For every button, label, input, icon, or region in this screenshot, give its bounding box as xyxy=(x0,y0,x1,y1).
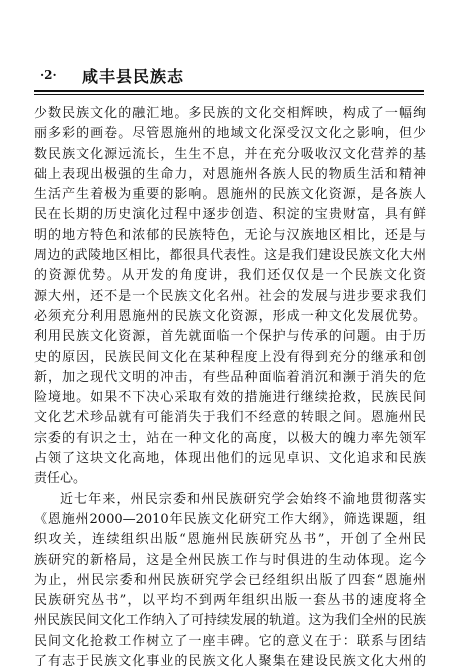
text-line: 史的原因，民族民间文化在某种程度上没有得到充分的继承和创 xyxy=(34,349,426,365)
text-line: 源大州，还不是一个民族文化名州。社会的发展与进步要求我们 xyxy=(34,288,426,304)
text-line: 民族研究丛书”，以平均不到两年组织出版一套丛书的速度将全 xyxy=(34,593,426,609)
text-line: 族研究的新格局，这是全州民族工作与时俱进的生动体现。迄今 xyxy=(34,552,426,568)
body-text xyxy=(34,104,426,672)
text-line: 周边的武陵地区相比，都很具代表性。这是我们建设民族文化大州 xyxy=(34,248,426,264)
text-line: 民在长期的历史演化过程中逐步创造、积淀的宝贵财富，具有鲜 xyxy=(34,207,426,223)
text-line: 织攻关，连续组织出版“恩施州民族研究丛书”，开创了全州民 xyxy=(34,532,426,548)
text-line: 为止，州民宗委和州民族研究学会已经组织出版了四套“恩施州 xyxy=(34,572,426,588)
page-number: ·2· xyxy=(40,68,57,82)
paragraph-start-line: 近七年来，州民宗委和州民族研究学会始终不渝地贯彻落实 xyxy=(60,491,426,507)
text-line: 生活产生着极为重要的影响。恩施州的民族文化资源，是各族人 xyxy=(34,187,426,203)
text-line: 了有志于民族文化事业的民族文化人聚集在建设民族文化大州的 xyxy=(34,654,426,670)
text-line: 数民族文化源远流长，生生不息，并在充分吸收汉文化营养的基 xyxy=(34,146,426,162)
text-line: 险境地。如果不下决心采取有效的措施进行继续抢救，民族民间 xyxy=(34,390,426,406)
header-rule-thick xyxy=(34,90,424,92)
text-line: 占领了这块文化高地，体现出他们的远见卓识、文化追求和民族 xyxy=(34,451,426,467)
text-line: 《恩施州2000—2010年民族文化研究工作大纲》，筛选课题，组 xyxy=(34,511,426,527)
text-line: 明的地方特色和浓郁的民族特色，无论与汉族地区相比，还是与 xyxy=(34,227,426,243)
paragraph-end-line: 责任心。 xyxy=(34,471,87,487)
text-line: 新，加之现代文明的冲击，有些品种面临着消沉和濒于消失的危 xyxy=(34,369,426,385)
text-line: 民间文化抢救工作树立了一座丰碑。它的意义在于：联系与团结 xyxy=(34,633,426,649)
book-title: 咸丰县民族志 xyxy=(82,67,185,86)
running-header xyxy=(34,60,424,86)
header-rule-thin xyxy=(34,94,424,95)
text-line: 少数民族文化的融汇地。多民族的文化交相辉映，构成了一幅绚 xyxy=(34,106,426,121)
text-line: 宗委的有识之士，站在一种文化的高度，以极大的魄力率先领军 xyxy=(34,430,426,446)
text-line: 文化艺术珍品就有可能消失于我们不经意的转眼之间。恩施州民 xyxy=(34,410,426,426)
text-line: 利用民族文化资源，首先就面临一个保护与传承的问题。由于历 xyxy=(34,329,426,345)
text-line: 必须充分利用恩施州的民族文化资源，形成一种文化发展优势。 xyxy=(34,308,426,324)
text-line: 的资源优势。从开发的角度讲，我们还仅仅是一个民族文化资 xyxy=(34,268,426,284)
text-line: 丽多彩的画卷。尽管恩施州的地域文化深受汉文化之影响，但少 xyxy=(34,126,426,142)
text-line: 础上表现出极强的生命力，对恩施州各族人民的物质生活和精神 xyxy=(34,166,426,182)
text-line: 州民族民间文化工作纳入了可持续发展的轨道。这为我们全州的民族 xyxy=(34,613,426,629)
